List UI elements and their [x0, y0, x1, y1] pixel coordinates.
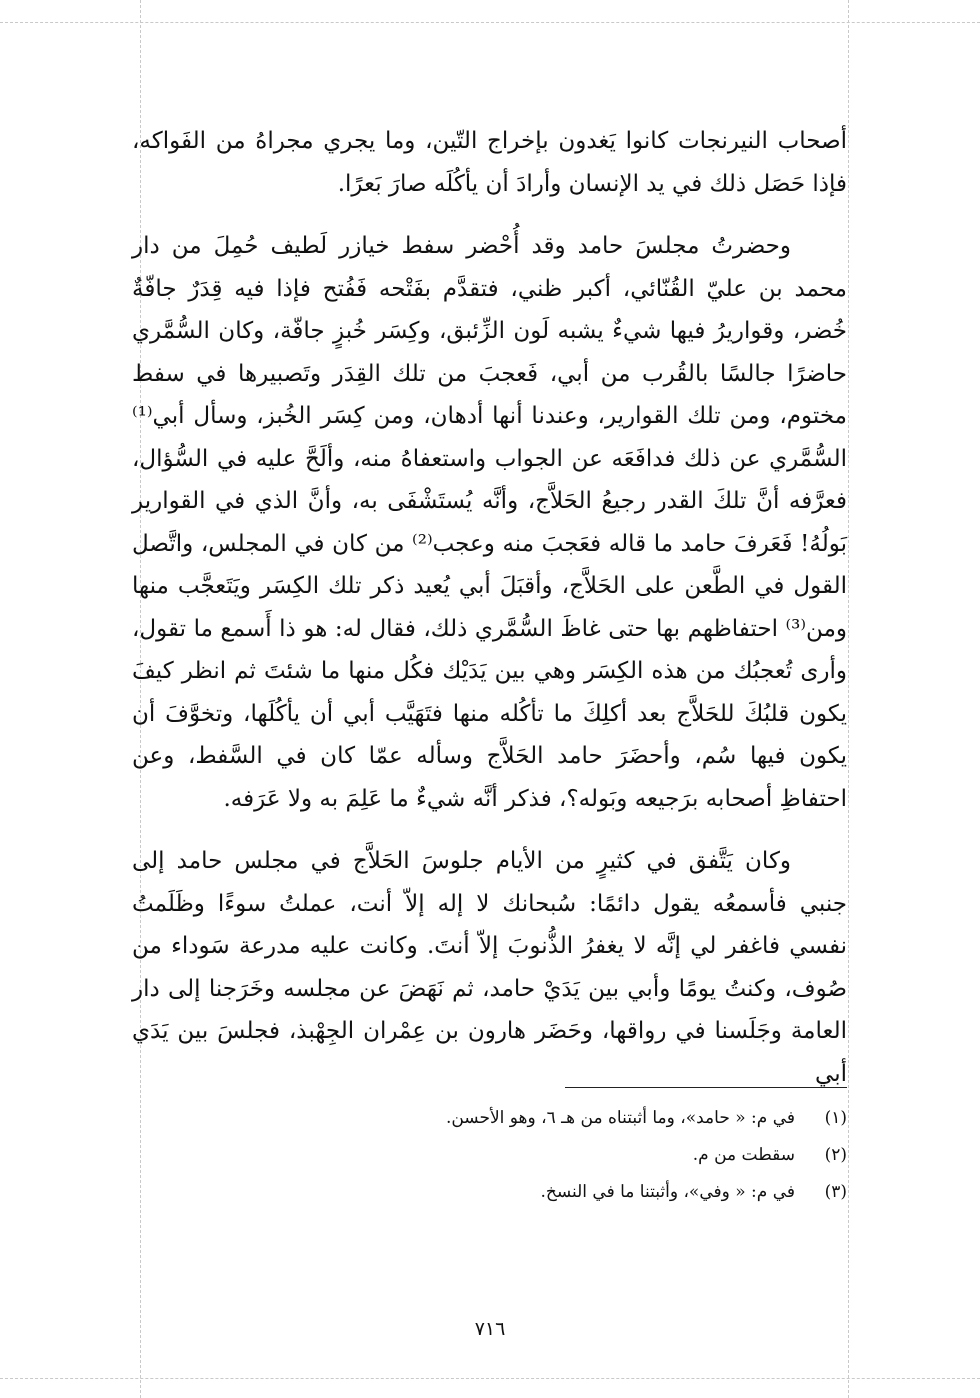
footnote-text: سقطت من م. [692, 1145, 795, 1165]
footnote-number: (٣) [824, 1182, 847, 1202]
footnote-text: في م: « حامد»، وما أثبتناه من هـ ٦، وهو الأحسن. [445, 1108, 795, 1128]
page-number: ٧١٦ [474, 1318, 506, 1340]
footnote-2 [132, 1137, 847, 1174]
scan-guide-line-right [848, 0, 849, 1398]
scan-guide-line-bottom [0, 1378, 980, 1379]
paragraph-2: وحضرتُ مجلسَ حامد وقد أُحْضر سفط خيازر لَطيف حُمِلَ من دار محمد بن عليّ القُنّائي، أكبر ظني، فتقدَّم بفَتْحه فَفُتح فإذا فيه قِدَرٌ جافّةٌ خُضر، وقواريرُ فيها شيءٌ يشبه لَون الزِّئبق، وكِسَر خُبزٍ جافّة، وكان السُّمَّري حاضرًا جالسًا بالقُرب من أبي، فَعجبَ من تلك القِدَر وتَصبيرها في سفط مختوم، ومن تلك القوارير، وعندنا أنها أدهان، ومن كِسَر الخُبز، وسأل أبي⁽¹⁾ السُّمَّري عن ذلك فدافَعَه عن الجواب واستعفاهُ منه، وألَحَّ عليه في السُّؤال، فعرَّفه أنَّ تلكَ القدر رجيعُ الحَلاَّج، وأنَّه يُستَشْفَى به، وأنَّ الذي في القوارير بَولُهُ! فَعَرفَ حامد ما قاله فعَجبَ منه وعجب⁽²⁾ من كان في المجلس، واتَّصل القول في الطَّعن على الحَلاَّج، وأقبَلَ أبي يُعيد ذكر تلك الكِسَر ويَتَعجَّب منها ومن⁽³⁾ احتفاظهم بها حتى غاظَ السُّمَّري ذلك، فقال له: هو ذا أَسمع ما تقول، وأرى تُعجبُك من هذه الكِسَر وهي بين يَدَيْك فكُل منها ما شئتَ ثم انظر كيفَ يكون قلبُكَ للحَلاَّج بعد أكلِكَ ما تأكُله منها فتَهَيَّب أبي أن يأكُلَها، وتخوَّفَ أن يكون فيها سُم، وأحضَرَ حامد الحَلاَّج وسأله عمّا كان في السَّفط، وعن احتفاظِ أصحابه برَجيعه وبَوله؟، فذكر أنَّه شيءٌ ما عَلِمَ به ولا عَرَفه. [132, 233, 848, 812]
footnote-number: (١) [824, 1108, 847, 1128]
paragraph-1: أصحاب النيرنجات كانوا يَغدون بإخراج التّين، وما يجري مجراهُ من الفَواكه، فإذا حَصَل ذلك في يد الإنسان وأرادَ أن يأكُلَه صارَ بَعرًا. [132, 128, 847, 197]
paragraph-3: وكان يَتَّفق في كثيرٍ من الأيام جلوسَ الحَلاَّج في مجلس حامد إلى جنبي فأسمعُه يقول دائمًا: سُبحانك لا إله إلاّ أنت، عملتُ سوءًا وظَلَمتُ نفسي فاغفر لي إنَّه لا يغفرُ الذُّنوبَ إلاّ أنتَ. وكانت عليه مدرعة سَوداء من صُوف، وكنتُ يومًا وأبي بين يَدَيْ حامد، ثم نَهَضَ عن مجلسه وخَرَجنا إلى دار العامة وجَلَسنا في رواقها، وحَضَر هارون بن عِمْران الجِهْبذ، فجلسَ بين يَدَي أبي [132, 848, 847, 1087]
footnote-1 [132, 1100, 847, 1137]
footnotes [132, 1100, 847, 1211]
scan-guide-line-top [0, 22, 980, 23]
footnote-divider [565, 1087, 847, 1088]
main-text [132, 120, 847, 1095]
footnote-text: في م: « وفي»، وأثبتنا ما في النسخ. [540, 1182, 795, 1202]
footnote-3 [132, 1174, 847, 1211]
footnote-number: (٢) [824, 1145, 847, 1165]
